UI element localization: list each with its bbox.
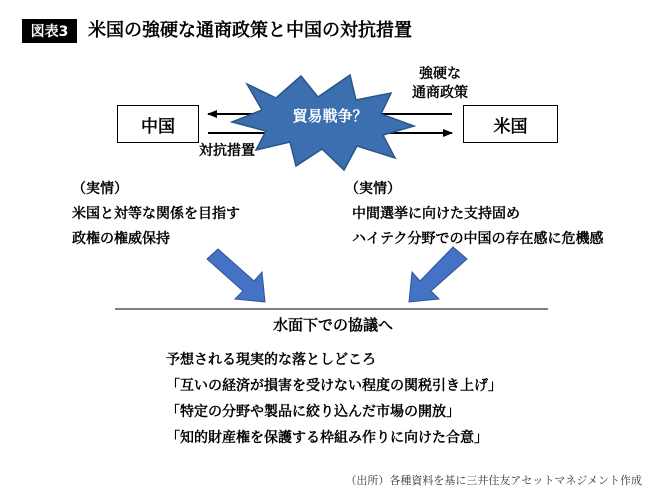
figure-title: 米国の強硬な通商政策と中国の対抗措置 (88, 20, 412, 41)
conclusion-intro: 予想される現実的な落としどころ (166, 352, 376, 368)
conclusion-heading: 水面下での協議へ (272, 316, 393, 334)
policy-label-line2: 通商政策 (412, 85, 468, 101)
left-down-arrow (207, 249, 265, 302)
right-heading: （実情） (345, 181, 401, 197)
left-item-1: 米国と対等な関係を目指す (72, 206, 240, 222)
source-note: （出所）各種資料を基に三井住友アセットマネジメント作成 (345, 474, 642, 487)
right-item-1: 中間選挙に向けた支持固め (352, 206, 520, 222)
policy-label-line1: 強硬な (419, 66, 461, 82)
left-heading: （実情） (72, 181, 128, 197)
conclusion-item-2: 「特定の分野や製品に絞り込んだ市場の開放」 (166, 404, 460, 420)
counter-label: 対抗措置 (199, 143, 255, 159)
figure-label: 図表3 (22, 19, 77, 43)
conclusion-item-1: 「互いの経済が損害を受けない程度の関税引き上げ」 (166, 378, 502, 394)
left-item-2: 政権の権威保持 (72, 231, 170, 247)
us-box: 米国 (463, 105, 558, 143)
china-box: 中国 (117, 105, 199, 143)
burst-label: 貿易戦争？ (292, 107, 368, 125)
conclusion-item-3: 「知的財産権を保護する枠組み作りに向けた合意」 (166, 430, 488, 446)
right-item-2: ハイテク分野での中国の存在感に危機感 (352, 231, 604, 247)
right-down-arrow (409, 247, 467, 302)
